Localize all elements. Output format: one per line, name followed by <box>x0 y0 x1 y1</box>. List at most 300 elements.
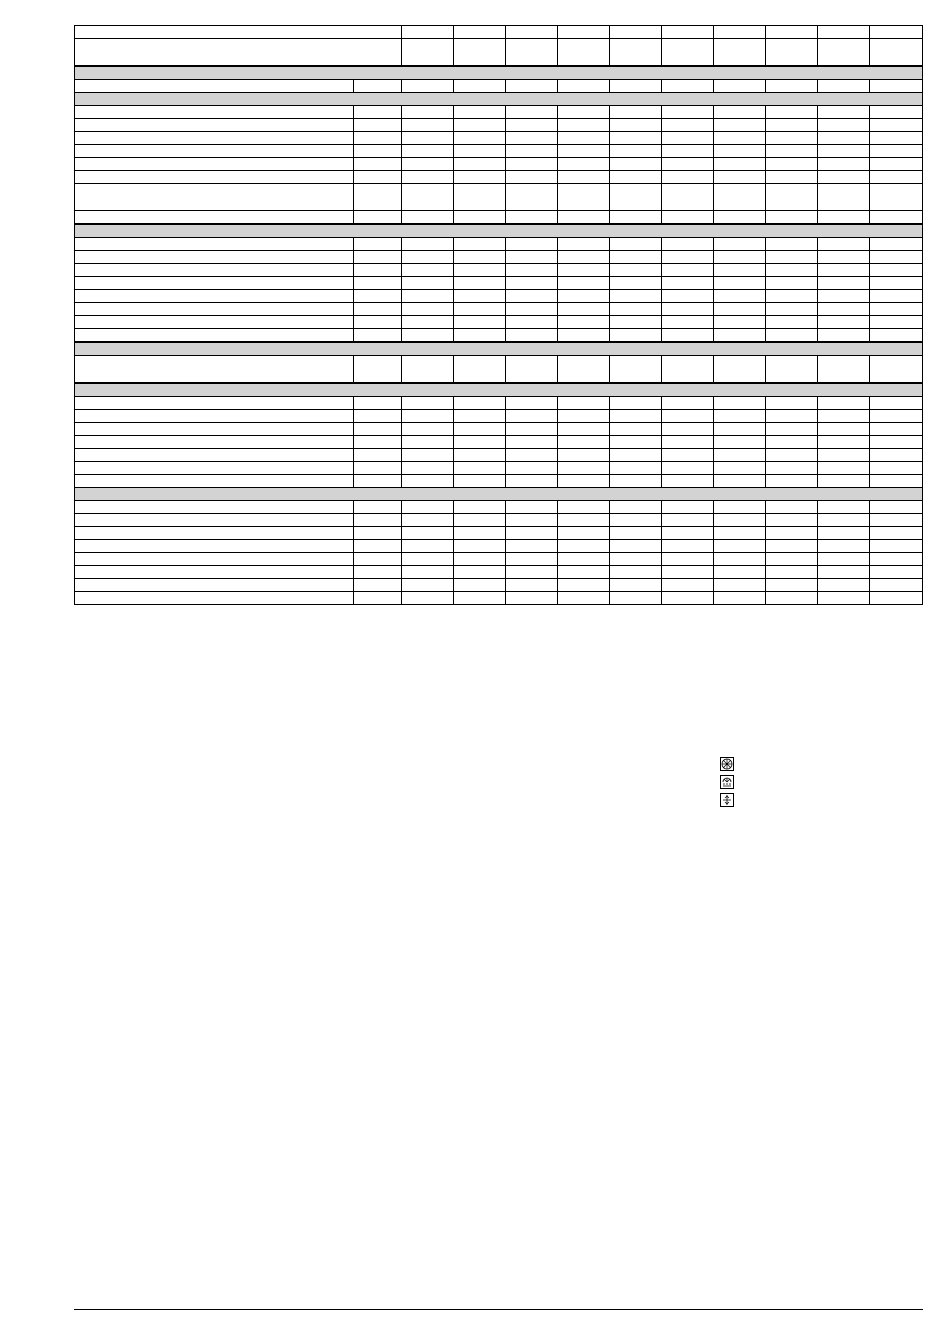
table-cell <box>558 277 610 290</box>
table-cell <box>454 566 506 579</box>
table-cell <box>610 475 662 488</box>
table-cell <box>714 514 766 527</box>
header-cell <box>402 39 454 67</box>
table-cell <box>454 106 506 119</box>
table-cell <box>818 145 870 158</box>
table-cell <box>870 514 923 527</box>
table-cell <box>402 566 454 579</box>
table-cell <box>506 171 558 184</box>
header-row <box>75 26 923 39</box>
table-cell <box>354 277 402 290</box>
table-cell <box>818 119 870 132</box>
table-cell <box>558 145 610 158</box>
table-cell <box>662 501 714 514</box>
table-cell <box>402 423 454 436</box>
table-cell <box>818 592 870 605</box>
table-cell <box>714 80 766 93</box>
table-cell <box>662 579 714 592</box>
table-cell <box>558 211 610 225</box>
table-cell <box>506 423 558 436</box>
table-row <box>75 303 923 316</box>
table-cell <box>714 106 766 119</box>
table-cell <box>766 171 818 184</box>
table-cell <box>610 158 662 171</box>
header-cell <box>506 26 558 39</box>
table-cell <box>454 277 506 290</box>
table-cell <box>454 514 506 527</box>
table-cell <box>610 566 662 579</box>
table-cell <box>75 356 354 384</box>
table-cell <box>766 211 818 225</box>
table-cell <box>558 238 610 251</box>
table-cell <box>354 423 402 436</box>
table-cell <box>870 553 923 566</box>
table-cell <box>818 211 870 225</box>
table-cell <box>870 211 923 225</box>
table-cell <box>75 397 354 410</box>
table-cell <box>402 397 454 410</box>
header-cell <box>610 39 662 67</box>
table-cell <box>402 501 454 514</box>
table-cell <box>610 119 662 132</box>
table-cell <box>714 145 766 158</box>
table-cell <box>506 540 558 553</box>
table-cell <box>75 106 354 119</box>
table-cell <box>506 80 558 93</box>
table-cell <box>75 251 354 264</box>
table-cell <box>662 410 714 423</box>
table-cell <box>662 264 714 277</box>
table-cell <box>610 264 662 277</box>
table-cell <box>558 132 610 145</box>
table-cell <box>714 132 766 145</box>
table-cell <box>870 316 923 329</box>
table-cell <box>610 540 662 553</box>
table-cell <box>870 132 923 145</box>
table-cell <box>402 132 454 145</box>
table-cell <box>714 277 766 290</box>
table-cell <box>662 540 714 553</box>
table-cell <box>75 264 354 277</box>
table-cell <box>662 356 714 384</box>
table-cell <box>870 397 923 410</box>
table-cell <box>75 423 354 436</box>
table-cell <box>558 290 610 303</box>
header-cell <box>766 26 818 39</box>
table-cell <box>610 145 662 158</box>
table-cell <box>870 423 923 436</box>
table-cell <box>610 211 662 225</box>
table-row <box>75 238 923 251</box>
table-row <box>75 527 923 540</box>
table-cell <box>610 514 662 527</box>
table-cell <box>402 145 454 158</box>
table-row <box>75 566 923 579</box>
table-cell <box>454 540 506 553</box>
table-cell <box>454 171 506 184</box>
header-cell <box>870 26 923 39</box>
table-cell <box>354 171 402 184</box>
table-cell <box>354 566 402 579</box>
table-cell <box>75 540 354 553</box>
table-row <box>75 171 923 184</box>
table-cell <box>454 251 506 264</box>
header-cell <box>558 26 610 39</box>
table-cell <box>558 514 610 527</box>
table-cell <box>75 316 354 329</box>
table-cell <box>75 329 354 343</box>
table-cell <box>454 158 506 171</box>
table-cell <box>818 566 870 579</box>
table-cell <box>506 264 558 277</box>
table-cell <box>714 356 766 384</box>
table-cell <box>454 264 506 277</box>
table-cell <box>610 277 662 290</box>
table-cell <box>354 211 402 225</box>
table-cell <box>714 449 766 462</box>
table-row <box>75 251 923 264</box>
table-cell <box>506 211 558 225</box>
table-cell <box>766 449 818 462</box>
table-cell <box>558 316 610 329</box>
table-cell <box>610 251 662 264</box>
table-cell <box>354 475 402 488</box>
table-cell <box>75 132 354 145</box>
table-cell <box>870 540 923 553</box>
table-cell <box>818 106 870 119</box>
table-row <box>75 145 923 158</box>
table-cell <box>662 462 714 475</box>
table-cell <box>506 356 558 384</box>
table-row <box>75 501 923 514</box>
table-cell <box>662 184 714 211</box>
table-cell <box>766 527 818 540</box>
table-row <box>75 106 923 119</box>
table-cell <box>75 171 354 184</box>
table-cell <box>454 397 506 410</box>
table-cell <box>454 80 506 93</box>
table-cell <box>354 436 402 449</box>
header-cell <box>454 26 506 39</box>
table-cell <box>506 527 558 540</box>
table-cell <box>454 436 506 449</box>
table-cell <box>662 106 714 119</box>
table-cell <box>610 184 662 211</box>
table-cell <box>506 303 558 316</box>
table-cell <box>766 475 818 488</box>
table-cell <box>662 449 714 462</box>
table-cell <box>818 501 870 514</box>
table-cell <box>558 501 610 514</box>
table-cell <box>454 238 506 251</box>
table-cell <box>870 119 923 132</box>
table-cell <box>766 329 818 343</box>
table-cell <box>818 397 870 410</box>
table-cell <box>75 145 354 158</box>
section-header-cell <box>75 66 923 80</box>
table-cell <box>454 592 506 605</box>
table-cell <box>402 171 454 184</box>
table-cell <box>870 501 923 514</box>
table-cell <box>402 316 454 329</box>
table-cell <box>75 566 354 579</box>
table-cell <box>354 501 402 514</box>
table-cell <box>354 290 402 303</box>
table-cell <box>558 184 610 211</box>
header-cell <box>714 39 766 67</box>
table-cell <box>818 158 870 171</box>
table-cell <box>714 397 766 410</box>
table-cell <box>662 436 714 449</box>
table-cell <box>402 540 454 553</box>
table-cell <box>506 132 558 145</box>
table-row <box>75 540 923 553</box>
table-cell <box>506 184 558 211</box>
table-cell <box>662 171 714 184</box>
table-cell <box>610 423 662 436</box>
table-cell <box>610 132 662 145</box>
fan-heating-icon <box>720 775 734 789</box>
table-cell <box>610 80 662 93</box>
table-cell <box>662 238 714 251</box>
table-cell <box>402 436 454 449</box>
footer-rule <box>74 1309 923 1310</box>
table-row <box>75 410 923 423</box>
table-cell <box>714 566 766 579</box>
table-cell <box>818 316 870 329</box>
table-cell <box>818 527 870 540</box>
table-cell <box>714 423 766 436</box>
table-cell <box>714 592 766 605</box>
table-row <box>75 277 923 290</box>
table-row <box>75 514 923 527</box>
table-row <box>75 80 923 93</box>
table-cell <box>558 171 610 184</box>
table-cell <box>766 238 818 251</box>
table-cell <box>610 303 662 316</box>
table-cell <box>558 264 610 277</box>
table-cell <box>662 514 714 527</box>
table-cell <box>506 514 558 527</box>
table-cell <box>402 579 454 592</box>
table-cell <box>506 238 558 251</box>
section-header-row <box>75 93 923 106</box>
table-cell <box>454 119 506 132</box>
table-cell <box>818 238 870 251</box>
table-cell <box>506 553 558 566</box>
table-cell <box>558 251 610 264</box>
table-cell <box>454 527 506 540</box>
table-cell <box>714 171 766 184</box>
table-cell <box>662 553 714 566</box>
table-cell <box>818 80 870 93</box>
table-cell <box>402 356 454 384</box>
table-cell <box>354 80 402 93</box>
table-cell <box>818 303 870 316</box>
header-label-cell <box>75 26 402 39</box>
table-row <box>75 397 923 410</box>
table-cell <box>558 356 610 384</box>
table-cell <box>402 290 454 303</box>
table-cell <box>714 501 766 514</box>
table-cell <box>506 145 558 158</box>
table-cell <box>766 316 818 329</box>
table-cell <box>870 184 923 211</box>
table-cell <box>402 462 454 475</box>
table-row <box>75 132 923 145</box>
table-cell <box>870 579 923 592</box>
table-cell <box>714 264 766 277</box>
header-cell <box>818 39 870 67</box>
table-cell <box>766 184 818 211</box>
table-cell <box>454 475 506 488</box>
table-cell <box>75 527 354 540</box>
table-cell <box>354 264 402 277</box>
table-cell <box>610 329 662 343</box>
table-cell <box>714 329 766 343</box>
table-cell <box>766 566 818 579</box>
table-cell <box>402 553 454 566</box>
table-cell <box>506 449 558 462</box>
table-cell <box>870 158 923 171</box>
table-cell <box>610 436 662 449</box>
table-cell <box>402 251 454 264</box>
table-cell <box>766 132 818 145</box>
table-cell <box>714 527 766 540</box>
table-cell <box>75 238 354 251</box>
table-cell <box>75 579 354 592</box>
table-cell <box>558 579 610 592</box>
table-cell <box>870 527 923 540</box>
table-cell <box>610 410 662 423</box>
table-cell <box>354 119 402 132</box>
table-cell <box>766 501 818 514</box>
table-cell <box>506 436 558 449</box>
table-cell <box>402 410 454 423</box>
header-cell <box>506 39 558 67</box>
table-cell <box>75 277 354 290</box>
table-cell <box>75 158 354 171</box>
table-cell <box>558 397 610 410</box>
table-cell <box>818 356 870 384</box>
table-cell <box>558 449 610 462</box>
table-cell <box>766 251 818 264</box>
table-cell <box>354 106 402 119</box>
table-row <box>75 436 923 449</box>
table-cell <box>354 553 402 566</box>
table-cell <box>402 184 454 211</box>
table-cell <box>766 462 818 475</box>
table-cell <box>714 158 766 171</box>
table-cell <box>870 475 923 488</box>
table-cell <box>454 145 506 158</box>
table-cell <box>354 449 402 462</box>
table-cell <box>75 475 354 488</box>
table-cell <box>818 423 870 436</box>
table-cell <box>870 106 923 119</box>
table-cell <box>662 119 714 132</box>
table-cell <box>714 184 766 211</box>
table-cell <box>870 290 923 303</box>
table-cell <box>354 251 402 264</box>
table-cell <box>610 449 662 462</box>
table-cell <box>558 410 610 423</box>
table-cell <box>402 449 454 462</box>
table-cell <box>714 316 766 329</box>
table-cell <box>610 171 662 184</box>
header-cell <box>870 39 923 67</box>
table-cell <box>75 303 354 316</box>
table-cell <box>766 145 818 158</box>
legend <box>720 757 734 811</box>
table-cell <box>870 303 923 316</box>
section-header-row <box>75 66 923 80</box>
table-cell <box>766 264 818 277</box>
table-cell <box>354 184 402 211</box>
table-cell <box>354 132 402 145</box>
table-cell <box>354 158 402 171</box>
table-cell <box>454 462 506 475</box>
table-row <box>75 592 923 605</box>
header-cell <box>662 26 714 39</box>
table-cell <box>766 410 818 423</box>
table-cell <box>506 316 558 329</box>
table-cell <box>75 592 354 605</box>
table-row <box>75 290 923 303</box>
table-cell <box>75 436 354 449</box>
table-cell <box>714 251 766 264</box>
table-cell <box>714 238 766 251</box>
table-cell <box>558 80 610 93</box>
table-cell <box>610 290 662 303</box>
table-cell <box>558 553 610 566</box>
table-cell <box>354 579 402 592</box>
table-cell <box>454 211 506 225</box>
table-cell <box>454 316 506 329</box>
table-cell <box>402 527 454 540</box>
table-cell <box>75 410 354 423</box>
table-row <box>75 423 923 436</box>
table-cell <box>558 303 610 316</box>
table-cell <box>454 132 506 145</box>
table-cell <box>662 475 714 488</box>
table-cell <box>662 277 714 290</box>
table-cell <box>766 277 818 290</box>
table-cell <box>354 316 402 329</box>
table-cell <box>818 540 870 553</box>
table-cell <box>714 462 766 475</box>
table-cell <box>766 592 818 605</box>
table-cell <box>818 475 870 488</box>
table-cell <box>506 251 558 264</box>
table-cell <box>610 238 662 251</box>
section-header-row <box>75 383 923 397</box>
table-row <box>75 264 923 277</box>
table-row <box>75 356 923 384</box>
header-cell <box>454 39 506 67</box>
table-cell <box>714 553 766 566</box>
table-cell <box>662 211 714 225</box>
table-cell <box>662 566 714 579</box>
table-cell <box>870 264 923 277</box>
table-cell <box>75 501 354 514</box>
table-row <box>75 119 923 132</box>
table-cell <box>662 527 714 540</box>
table-cell <box>506 410 558 423</box>
table-cell <box>766 106 818 119</box>
table-cell <box>714 540 766 553</box>
table-cell <box>75 553 354 566</box>
